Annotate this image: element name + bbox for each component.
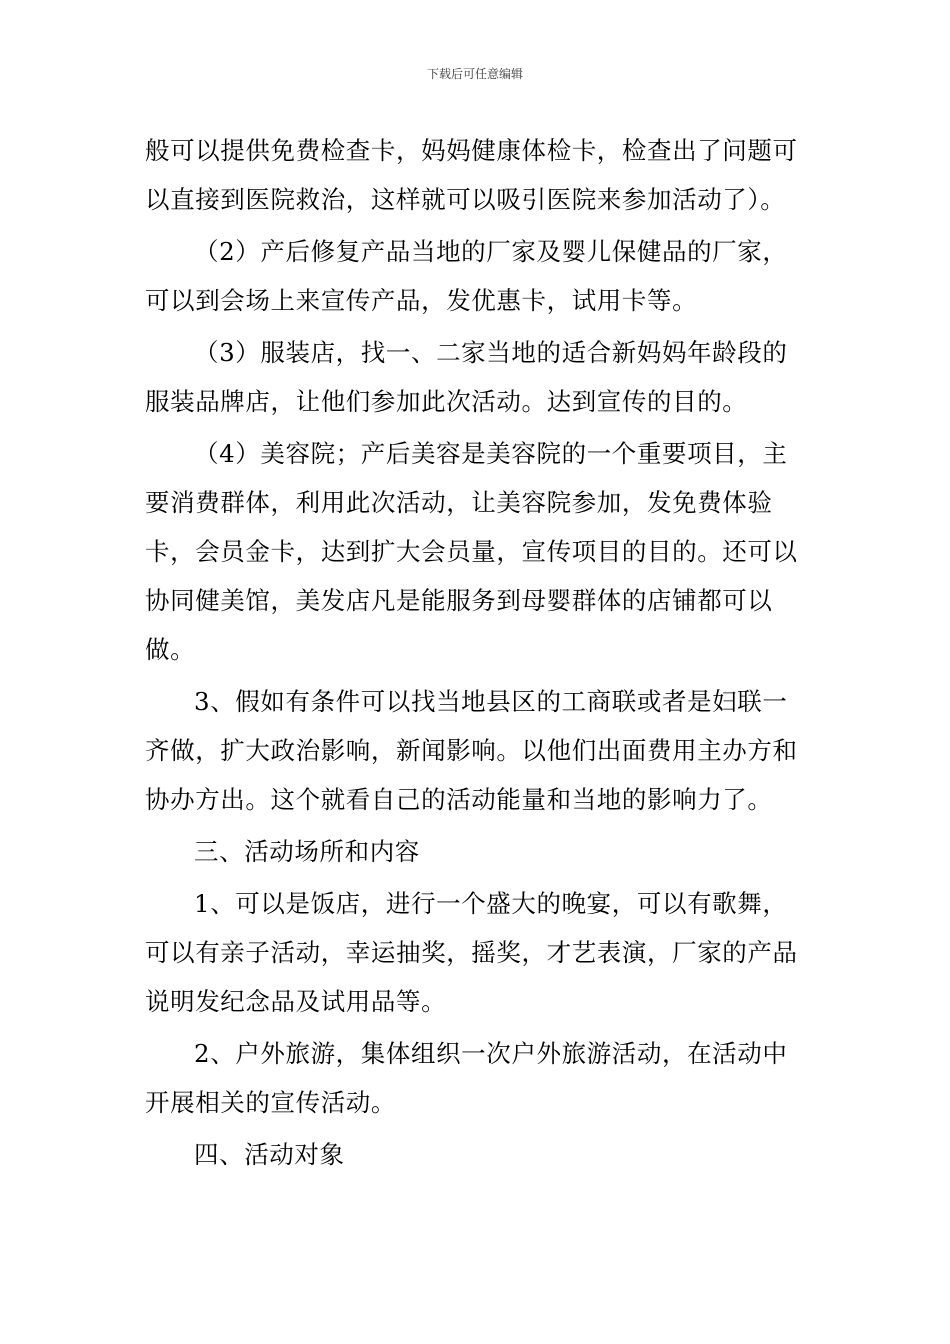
paragraph-item-2: （2）产后修复产品当地的厂家及婴儿保健品的厂家，可以到会场上来宣传产品，发优惠卡，试用卡等。: [145, 237, 788, 315]
document-body: [145, 126, 810, 1179]
paragraph-venue-1: 1、可以是饭店，进行一个盛大的晚宴，可以有歌舞，可以有亲子活动，幸运抽奖，摇奖，才艺表演，厂家的产品说明发纪念品及试用品等。: [145, 889, 798, 1016]
paragraph-continuation: 般可以提供免费检查卡，妈妈健康体检卡，检查出了问题可以直接到医院救治，这样就可以吸引医院来参加活动了）。: [145, 136, 798, 214]
header-note: 下载后可任意编辑: [426, 67, 523, 81]
paragraph-venue-2: 2、户外旅游，集体组织一次户外旅游活动，在活动中开展相关的宣传活动。: [145, 1039, 788, 1117]
section-heading-audience: 四、活动对象: [194, 1140, 345, 1169]
section-heading-venue: 三、活动场所和内容: [194, 837, 420, 866]
paragraph-point-3: 3、假如有条件可以找当地县区的工商联或者是妇联一齐做，扩大政治影响，新闻影响。以他们出面费用主办方和协办方出。这个就看自己的活动能量和当地的影响力了。: [145, 687, 798, 814]
paragraph-item-3: （3）服装店，找一、二家当地的适合新妈妈年龄段的服装品牌店，让他们参加此次活动。达到宣传的目的。: [145, 338, 788, 416]
paragraph-item-4: （4）美容院；产后美容是美容院的一个重要项目，主要消费群体，利用此次活动，让美容院参加，发免费体验卡，会员金卡，达到扩大会员量，宣传项目的目的。还可以协同健美馆，美发店凡是能服务到母婴群体的店铺都可以做。: [145, 439, 798, 664]
